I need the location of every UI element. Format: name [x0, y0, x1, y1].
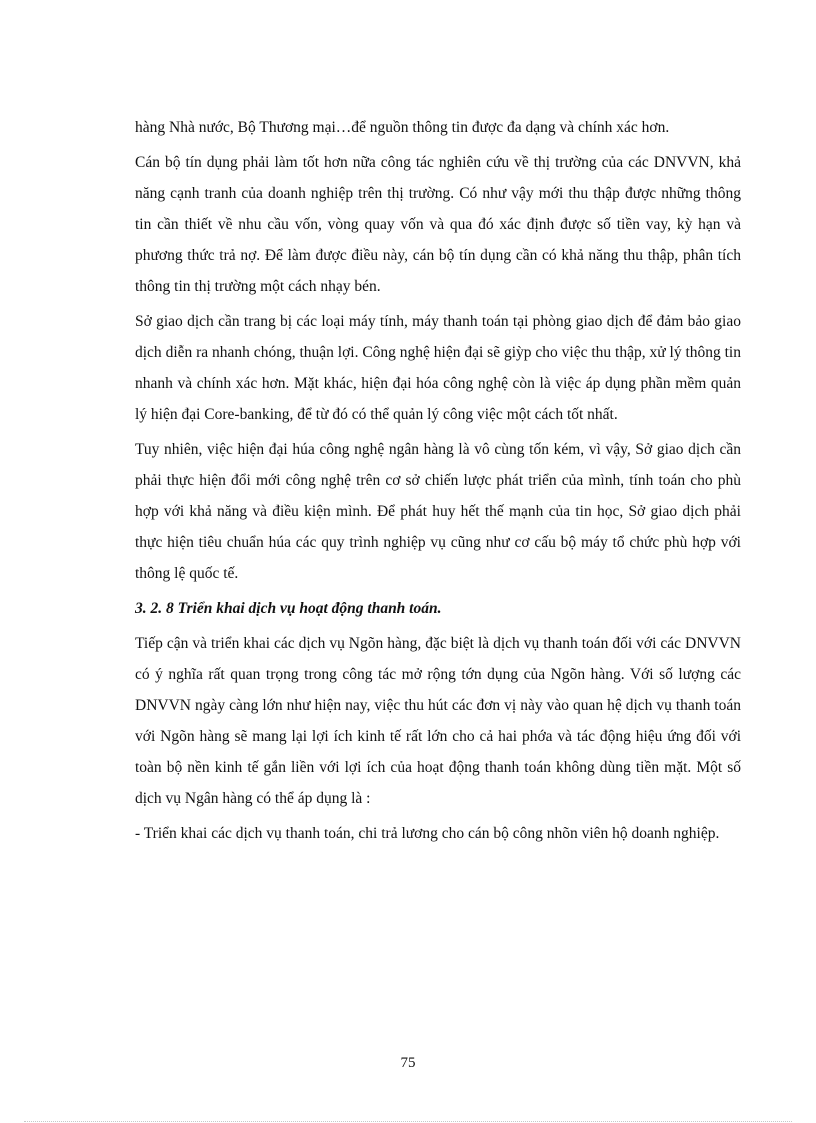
page-number: 75: [400, 1055, 416, 1071]
paragraph-credit-officer: Cán bộ tín dụng phải làm tốt hơn nữa công tác nghiên cứu về thị trường của các DNVVN, khả năng cạnh tranh của doanh nghiệp trên thị trường. Có như vậy mới thu thập được những thông tin cần thiết về nhu cầu vốn, vòng quay vốn và qua đó xác định được số tiền vay, kỳ hạn và phương thức trả nợ. Để làm được điều này, cán bộ tín dụng cần có khả năng thu thập, phân tích thông tin thị trường một cách nhạy bén.: [135, 154, 741, 295]
section-heading: 3. 2. 8 Triển khai dịch vụ hoạt động thanh toán.: [135, 600, 442, 617]
list-item-payroll: - Triển khai các dịch vụ thanh toán, chi trả lương cho cán bộ công nhõn viên hộ doanh nghiệp.: [135, 825, 720, 842]
page-bottom-divider: [24, 1121, 792, 1122]
paragraph-continuation: hàng Nhà nước, Bộ Thương mại…để nguồn thông tin được đa dạng và chính xác hơn.: [135, 119, 670, 136]
paragraph-equipment: Sở giao dịch cần trang bị các loại máy tính, máy thanh toán tại phòng giao dịch để đảm bảo giao dịch diễn ra nhanh chóng, thuận lợi. Công nghệ hiện đại sẽ giỳp cho việc thu thập, xử lý thông tin nhanh và chính xác hơn. Mặt khác, hiện đại hóa công nghệ còn là việc áp dụng phần mềm quản lý hiện đại Core-banking, để từ đó có thể quản lý công việc một cách tốt nhất.: [135, 313, 741, 423]
paragraph-payment-services: Tiếp cận và triển khai các dịch vụ Ngõn hàng, đặc biệt là dịch vụ thanh toán đối với các DNVVN có ý nghĩa rất quan trọng trong công tác mở rộng tớn dụng của Ngõn hàng. Với số lượng các DNVVN ngày càng lớn như hiện nay, việc thu hút các đơn vị này vào quan hệ dịch vụ thanh toán với Ngõn hàng sẽ mang lại lợi ích kinh tế rất lớn cho cả hai phớa và tác động hiệu ứng đối với toàn bộ nền kinh tế gắn liền với lợi ích của hoạt động thanh toán không dùng tiền mặt. Một số dịch vụ Ngân hàng có thể áp dụng là :: [135, 635, 741, 807]
paragraph-modernization: Tuy nhiên, việc hiện đại húa công nghệ ngân hàng là vô cùng tốn kém, vì vậy, Sở giao dịch cần phải thực hiện đổi mới công nghệ trên cơ sở chiến lược phát triển của mình, tính toán cho phù hợp với khả năng và điều kiện mình. Để phát huy hết thế mạnh của tin học, Sở giao dịch phải thực hiện tiêu chuẩn húa các quy trình nghiệp vụ cũng như cơ cấu bộ máy tổ chức phù hợp với thông lệ quốc tế.: [135, 441, 741, 582]
page-body: [135, 112, 741, 853]
